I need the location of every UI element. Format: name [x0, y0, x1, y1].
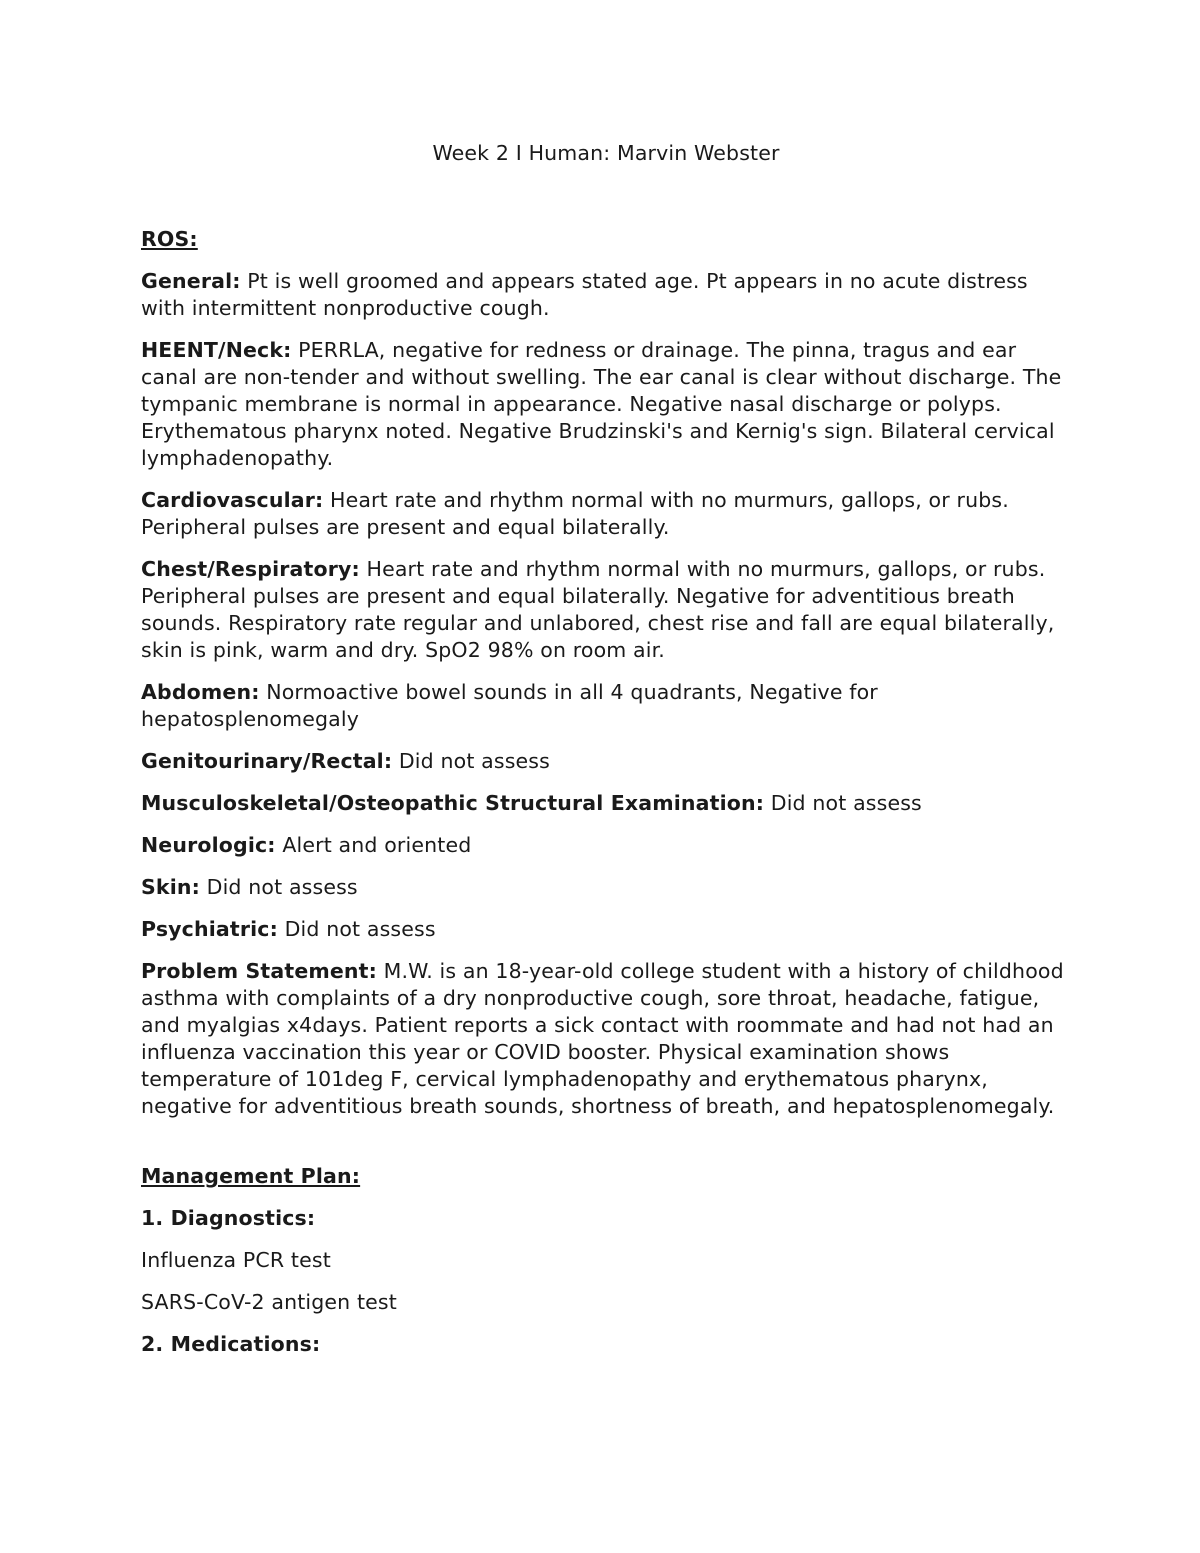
section-text: Heart rate and rhythm normal with no murmurs, gallops, or rubs. Peripheral pulses are present and equal bilaterally. Negative for adventitious breath sounds. Respiratory rate regular and unlabored, chest rise and fall are equal bilaterally, skin is pink, warm and dry. SpO2 98% on room air. — [141, 557, 1055, 662]
section-label: General: — [141, 269, 241, 293]
diagnostics-heading: 1. Diagnostics: — [141, 1206, 316, 1230]
section-label: Abdomen: — [141, 680, 260, 704]
ros-neurologic — [141, 832, 1071, 859]
ros-general — [141, 268, 1071, 322]
ros-abdomen — [141, 679, 1071, 733]
section-text: M.W. is an 18-year-old college student with a history of childhood asthma with complaints of a dry nonproductive cough, sore throat, headache, fatigue, and myalgias x4days. Patient reports a sick contact with roommate and had not had an influenza vaccination this year or COVID booster. Physical examination shows temperature of 101deg F, cervical lymphadenopathy and erythematous pharynx, negative for adventitious breath sounds, shortness of breath, and hepatosplenomegaly. — [141, 959, 1064, 1118]
diagnostic-item: Influenza PCR test — [141, 1248, 331, 1272]
ros-genitourinary — [141, 748, 1071, 775]
ros-psychiatric — [141, 916, 1071, 943]
problem-statement — [141, 958, 1071, 1120]
section-text: Alert and oriented — [282, 833, 472, 857]
section-label: Cardiovascular: — [141, 488, 324, 512]
management-plan-heading: Management Plan: — [141, 1164, 361, 1188]
ros-chest-respiratory — [141, 556, 1071, 664]
ros-heading: ROS: — [141, 227, 198, 251]
section-label: Psychiatric: — [141, 917, 278, 941]
diagnostic-item: SARS-CoV-2 antigen test — [141, 1290, 397, 1314]
section-label: Neurologic: — [141, 833, 276, 857]
section-text: Normoactive bowel sounds in all 4 quadrants, Negative for hepatosplenomegaly — [141, 680, 878, 731]
ros-musculoskeletal — [141, 790, 1071, 817]
ros-cardiovascular — [141, 487, 1071, 541]
section-text: Did not assess — [770, 791, 922, 815]
section-text: Pt is well groomed and appears stated age. Pt appears in no acute distress with intermittent nonproductive cough. — [141, 269, 1028, 320]
section-label: Genitourinary/Rectal: — [141, 749, 393, 773]
section-label: Chest/Respiratory: — [141, 557, 360, 581]
section-label: Skin: — [141, 875, 200, 899]
section-label: Musculoskeletal/Osteopathic Structural Examination: — [141, 791, 765, 815]
section-text: Did not assess — [398, 749, 550, 773]
document-page — [141, 140, 1071, 1358]
section-text: Heart rate and rhythm normal with no murmurs, gallops, or rubs. Peripheral pulses are present and equal bilaterally. — [141, 488, 1009, 539]
section-label: HEENT/Neck: — [141, 338, 292, 362]
section-text: Did not assess — [284, 917, 436, 941]
section-text: Did not assess — [206, 875, 358, 899]
ros-skin — [141, 874, 1071, 901]
section-text: PERRLA, negative for redness or drainage. The pinna, tragus and ear canal are non-tender and without swelling. The ear canal is clear without discharge. The tympanic membrane is normal in appearance. Negative nasal discharge or polyps. Erythematous pharynx noted. Negative Brudzinski's and Kernig's sign. Bilateral cervical lymphadenopathy. — [141, 338, 1062, 470]
ros-heent — [141, 337, 1071, 472]
section-label: Problem Statement: — [141, 959, 377, 983]
medications-heading: 2. Medications: — [141, 1332, 321, 1356]
document-title: Week 2 I Human: Marvin Webster — [432, 141, 780, 165]
